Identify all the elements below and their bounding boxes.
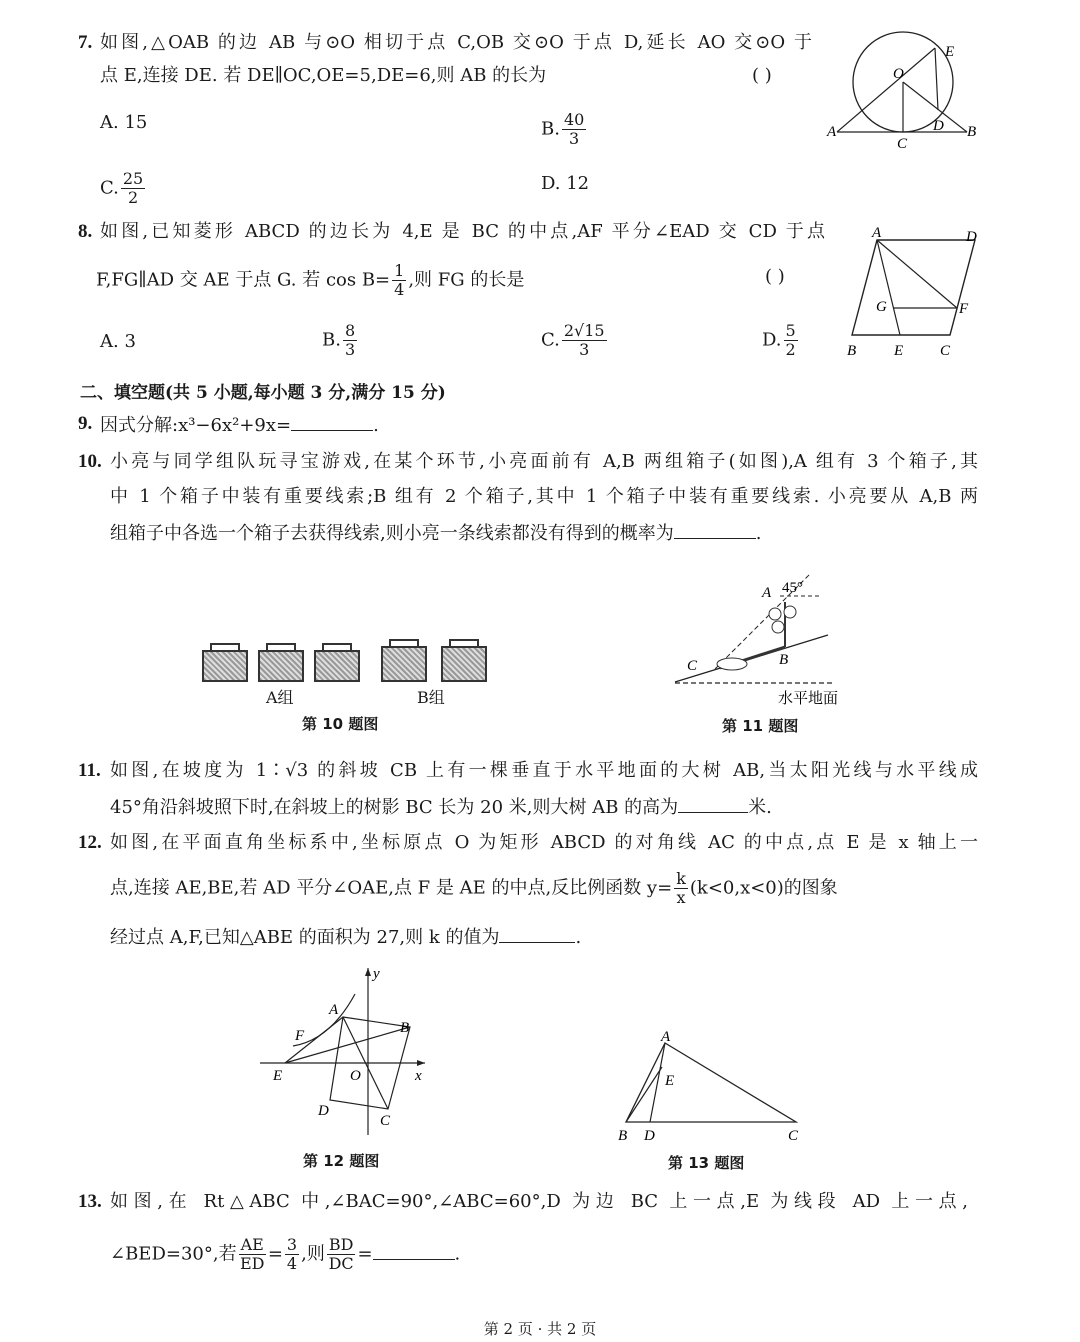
answer-blank[interactable] [291,412,373,431]
label-e: E [945,44,955,60]
label-e: E [273,1068,283,1084]
fraction [239,1236,266,1273]
q11-number: 11. [78,760,101,781]
label-o: O [350,1068,361,1084]
fraction [562,322,607,359]
text: . [373,415,379,436]
fraction [343,322,357,359]
q8-option-a: A. 3 [100,331,136,352]
fraction [121,170,145,207]
label-a: A [872,225,882,241]
q7-number: 7. [78,32,93,53]
text: . [575,927,582,948]
q7-option-c [100,170,147,207]
denominator: ED [239,1254,265,1273]
group-b-label: B组 [417,688,445,707]
answer-blank[interactable] [674,520,756,539]
denominator: DC [328,1254,354,1273]
label-g: G [876,299,887,315]
label-a: A [329,1002,339,1018]
denominator: 4 [394,280,405,299]
fraction [327,1236,356,1273]
text: 经过点 A,F,已知△ABE 的面积为 27,则 k 的值为 [110,927,500,948]
q11-line1: 如图,在坡度为 1∶√3 的斜坡 CB 上有一棵垂直于水平地面的大树 AB,当太阳光线与水平线成 [110,760,978,781]
numerator: 8 [344,321,356,340]
label-o: O [893,66,904,82]
label-b: B [779,652,789,668]
q7-answer-bracket: ( ) [752,65,772,86]
text: 点,连接 AE,BE,若 AD 平分∠OAE,点 F 是 AE 的中点,反比例函数 y= [110,877,673,899]
fraction [562,111,586,148]
q7-line2: 点 E,连接 DE. 若 DE∥OC,OE=5,DE=6,则 AB 的长为 [100,65,547,86]
box-icon [314,650,360,682]
fraction [285,1236,299,1273]
q10-number: 10. [78,451,102,472]
text: 45°角沿斜坡照下时,在斜坡上的树影 BC 长为 20 米,则大树 AB 的高为 [110,797,679,818]
numerator: AE [240,1235,264,1254]
denominator: 2 [785,340,796,359]
numerator: 5 [785,321,796,340]
label-y: y [373,966,380,982]
angle-label: 45° [782,580,803,596]
numerator: 2√15 [563,321,605,340]
denominator: 2 [127,188,139,207]
fraction [674,870,688,907]
label-a: A [661,1029,671,1045]
section-heading-fill-in: 二、填空题(共 5 小题,每小题 3 分,满分 15 分) [80,383,446,403]
q8-figure [840,225,990,365]
box-icon [441,646,487,682]
q10-line3 [110,520,761,546]
q10-figure-caption: 第 10 题图 [302,715,379,733]
q13-line1: 如图,在 Rt△ABC 中,∠BAC=90°,∠ABC=60°,D 为边 BC 上一点,E 为线段 AD 上一点, [110,1191,968,1212]
text: ∠BED=30°,若 [110,1243,237,1265]
q10-line2: 中 1 个箱子中装有重要线索;B 组有 2 个箱子,其中 1 个箱子中装有重要线索. 小亮要从 A,B 两 [110,486,978,507]
text: 组箱子中各选一个箱子去获得线索,则小亮一条线索都没有得到的概率为 [110,523,674,544]
label-d: D [318,1103,329,1119]
fraction [784,322,798,359]
label-a: A [827,124,837,140]
q8-option-d [762,322,800,359]
q7-option-a: A. 15 [100,112,148,133]
q12-figure-caption: 第 12 题图 [303,1152,380,1170]
q12-line3 [110,924,581,950]
q8-option-b [322,322,359,359]
q7-figure [825,30,990,155]
label-d: D [966,229,977,245]
text: = [267,1243,283,1265]
q11-figure-caption: 第 11 题图 [722,717,799,735]
fraction [392,262,406,299]
q9-text [100,412,379,438]
denominator: 4 [286,1254,298,1273]
option-label: C. [100,177,119,199]
label-b: B [847,343,857,359]
numerator: 1 [394,261,405,280]
option-label: B. [541,118,560,140]
text: ,则 FG 的长是 [408,269,525,291]
q12-line2 [110,870,838,907]
option-label: D. [762,329,782,351]
q8-answer-bracket: ( ) [765,266,785,287]
label-x: x [415,1068,422,1084]
label-c: C [897,136,908,152]
text: = [357,1243,373,1265]
q8-number: 8. [78,221,93,242]
label-f: F [295,1028,305,1044]
q11-figure [670,572,880,712]
answer-blank[interactable] [499,924,575,943]
q8-line2 [96,262,524,299]
option-label: B. [322,329,341,351]
q12-figure [255,960,435,1140]
label-d: D [933,118,944,134]
q13-figure-caption: 第 13 题图 [668,1154,745,1172]
numerator: 3 [286,1235,298,1254]
numerator: 25 [122,169,144,188]
box-icon [258,650,304,682]
page-footer: 第 2 页 · 共 2 页 [483,1320,597,1338]
q12-line1: 如图,在平面直角坐标系中,坐标原点 O 为矩形 ABCD 的对角线 AC 的中点,点 E 是 x 轴上一 [110,832,978,853]
label-c: C [687,658,698,674]
text: (k<0,x<0)的图象 [689,877,838,899]
text: ,则 [301,1243,325,1265]
box-icon [381,646,427,682]
answer-blank[interactable] [678,794,748,813]
text: . [454,1243,461,1265]
label-e: E [665,1073,675,1089]
label-c: C [788,1128,799,1144]
denominator: x [676,888,686,907]
label-a: A [762,585,772,601]
label-c: C [940,343,951,359]
numerator: 40 [563,110,585,129]
q7-line1: 如图,△OAB 的边 AB 与⊙O 相切于点 C,OB 交⊙O 于点 D,延长 AO 交⊙O 于 [100,32,812,53]
group-a-label: A组 [266,688,294,707]
label-e: E [894,343,904,359]
text: 因式分解:x³−6x²+9x= [100,415,292,436]
text: . [755,523,762,544]
q13-number: 13. [78,1191,102,1212]
q7-option-b [541,111,588,148]
label-b: B [400,1020,410,1036]
q9-number: 9. [78,413,93,434]
label-b: B [967,124,977,140]
numerator: BD [328,1235,354,1254]
label-f: F [959,301,969,317]
label-d: D [644,1128,655,1144]
q8-option-c [541,322,609,359]
denominator: 3 [569,129,580,148]
answer-blank[interactable] [373,1241,455,1260]
q8-line1: 如图,已知菱形 ABCD 的边长为 4,E 是 BC 的中点,AF 平分∠EAD 交 CD 于点 [100,221,825,242]
text: 米. [748,797,772,818]
numerator: k [676,869,686,888]
label-c: C [380,1113,391,1129]
q12-number: 12. [78,832,102,853]
box-icon [202,650,248,682]
q10-line1: 小亮与同学组队玩寻宝游戏,在某个环节,小亮面前有 A,B 两组箱子(如图),A 组有 3 个箱子,其 [110,451,978,472]
q13-figure [610,1025,810,1150]
label-b: B [618,1128,628,1144]
denominator: 3 [344,340,356,359]
option-label: C. [541,329,560,351]
q13-line2 [110,1236,460,1273]
text: F,FG∥AD 交 AE 于点 G. 若 cos B= [96,269,391,291]
q7-option-d: D. 12 [541,173,590,194]
ground-label: 水平地面 [778,689,839,707]
q11-line2 [110,794,772,820]
denominator: 3 [579,340,590,359]
